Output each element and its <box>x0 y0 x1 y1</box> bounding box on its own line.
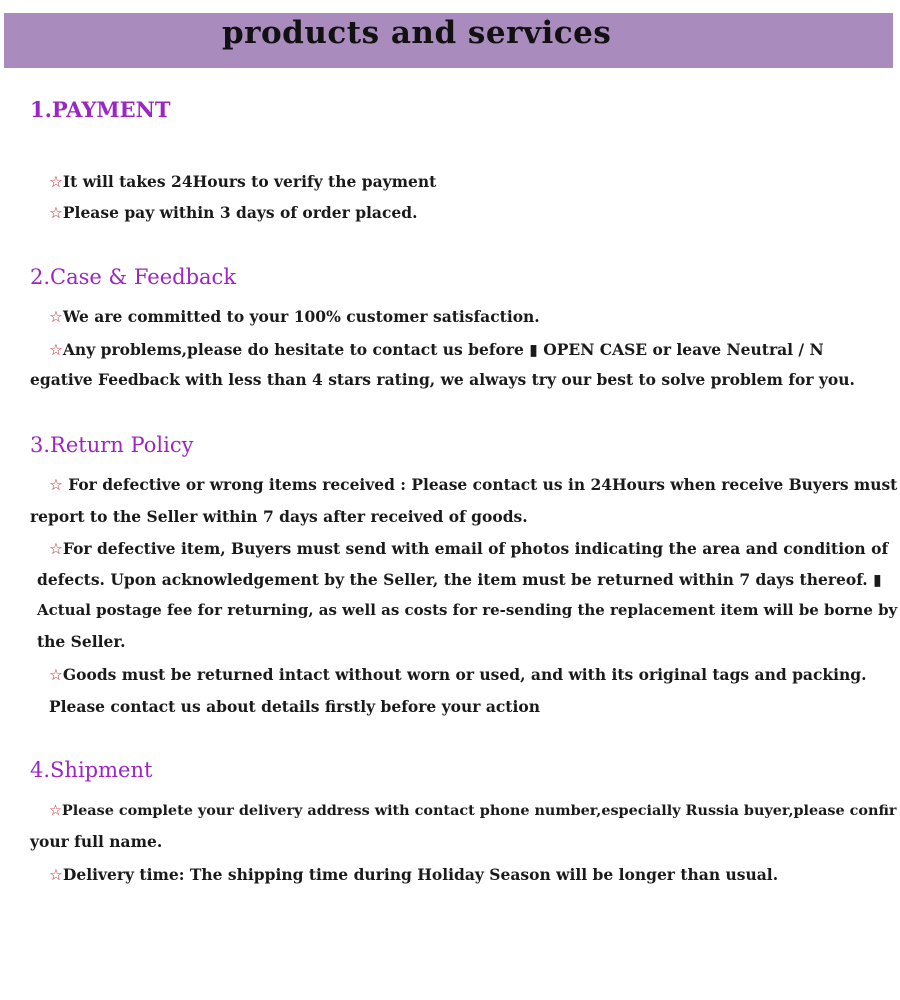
feedback-item-problems-text-2: OPEN CASE or leave Neutral / N <box>543 340 824 359</box>
return-item-intact-continued: Please contact us about details firstly before your action <box>49 697 540 716</box>
payment-item-deadline-text: Please pay within 3 days of order placed. <box>62 203 418 222</box>
section-heading-shipment: 4.Shipment <box>30 758 153 782</box>
shipment-item-delivery-time-text: Delivery time: The shipping time during Holiday Season will be longer than usual. <box>62 865 779 884</box>
star-icon: ☆ <box>49 476 63 494</box>
feedback-item-problems-continued: egative Feedback with less than 4 stars rating, we always try our best to solve problem for you. <box>30 370 855 389</box>
star-icon: ☆ <box>49 173 63 191</box>
return-item-defective-photos-line4: the Seller. <box>37 632 126 651</box>
section-heading-payment: 1.PAYMENT <box>30 97 171 122</box>
payment-item-verify <box>49 172 436 191</box>
return-item-defective-wrong-text: For defective or wrong items received : Please contact us in 24Hours when receive Buyers must <box>68 475 898 494</box>
payment-item-deadline <box>49 203 418 222</box>
shipment-item-address <box>49 802 897 819</box>
return-item-defective-photos-text: For defective item, Buyers must send with email of photos indicating the area and condition of <box>62 539 889 558</box>
return-item-intact <box>49 665 867 684</box>
shipment-item-address-continued: your full name. <box>30 832 163 851</box>
feedback-item-satisfaction-text: We are committed to your 100% customer satisfaction. <box>62 307 540 326</box>
star-icon: ☆ <box>49 540 63 558</box>
star-icon: ☆ <box>49 204 63 222</box>
star-icon: ☆ <box>49 341 63 359</box>
section-heading-return: 3.Return Policy <box>30 433 194 457</box>
feedback-item-satisfaction <box>49 307 540 326</box>
bullet-marker: ▮ <box>873 570 882 589</box>
shipment-item-address-text: Please complete your delivery address with contact phone number,especially Russia buyer,please confir <box>61 802 897 819</box>
return-item-defective-wrong-continued: report to the Seller within 7 days after received of goods. <box>30 507 528 526</box>
star-icon: ☆ <box>49 666 63 684</box>
return-item-defective-photos <box>49 539 888 558</box>
bullet-marker: ▮ <box>529 340 538 359</box>
return-item-defective-photos-line2 <box>37 570 882 589</box>
star-icon: ☆ <box>49 866 63 884</box>
star-icon: ☆ <box>49 803 62 819</box>
feedback-item-problems <box>49 340 824 359</box>
star-icon: ☆ <box>49 308 63 326</box>
payment-item-verify-text: It will takes 24Hours to verify the payment <box>62 172 437 191</box>
return-item-defective-photos-line3: Actual postage fee for returning, as well as costs for re-sending the replacement item will be borne by <box>37 601 898 619</box>
return-item-intact-text: Goods must be returned intact without worn or used, and with its original tags and packing. <box>62 665 867 684</box>
section-heading-feedback: 2.Case & Feedback <box>30 265 237 289</box>
return-item-defective-wrong <box>49 475 897 494</box>
feedback-item-problems-text: Any problems,please do hesitate to contact us before <box>62 340 524 359</box>
return-item-defective-photos-line2-text: defects. Upon acknowledgement by the Seller, the item must be returned within 7 days thereof. <box>37 570 868 589</box>
shipment-item-delivery-time <box>49 865 778 884</box>
page-title: products and services <box>222 15 612 51</box>
